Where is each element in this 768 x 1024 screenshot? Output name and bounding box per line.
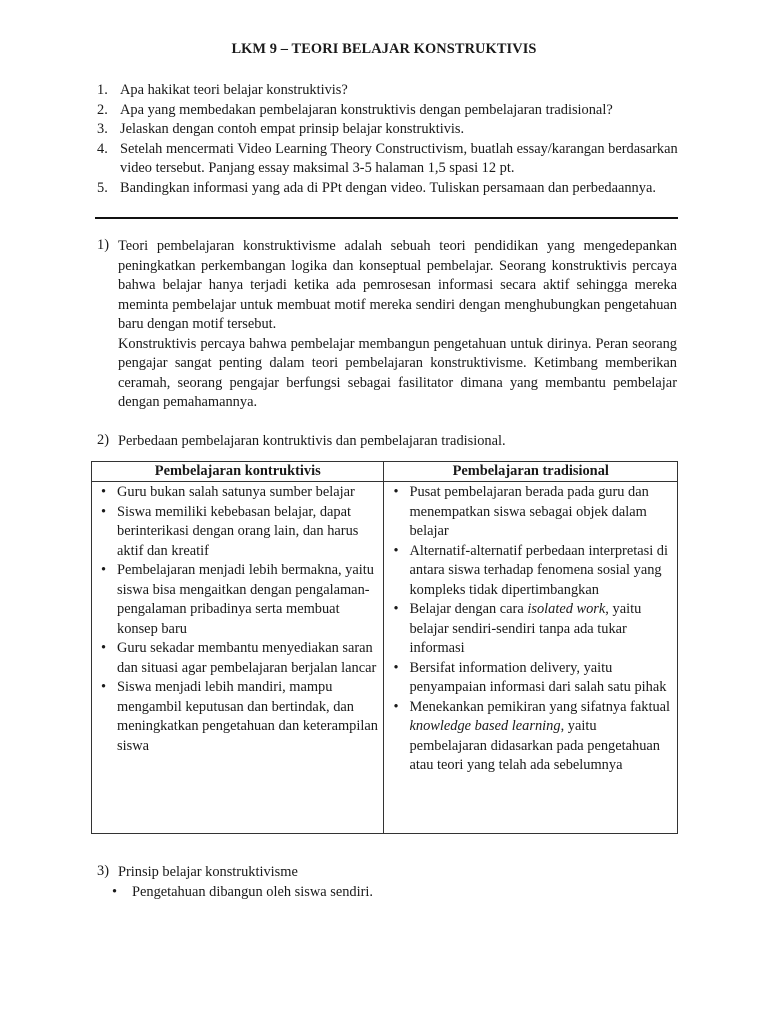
question-item	[97, 140, 687, 179]
question-text: Setelah mencermati Video Learning Theory Constructivism, buatlah essay/karangan berdasarkan video tersebut. Panjang essay maksimal 3-5 halaman 1,5 spasi 12 pt.	[120, 140, 678, 177]
bullet-icon: •	[101, 562, 107, 578]
list-item	[384, 698, 677, 776]
question-number: 5.	[97, 179, 108, 196]
section-divider	[95, 217, 678, 219]
question-text: Bandingkan informasi yang ada di PPt dengan video. Tuliskan persamaan dan perbedaannya.	[120, 179, 656, 196]
list-item-text: Alternatif-alternatif perbedaan interpretasi di antara siswa terhadap fenomena sosial yang kompleks tidak dipertimbangkan	[409, 542, 668, 598]
list-item	[92, 483, 383, 503]
answer-1	[97, 237, 677, 413]
column-header-traditional: Pembelajaran tradisional	[384, 462, 678, 482]
list-item-text: Pusat pembelajaran berada pada guru dan menempatkan siswa sebagai objek dalam belajar	[409, 484, 649, 539]
bullet-icon: •	[112, 883, 118, 900]
list-item-text: Siswa menjadi lebih mandiri, mampu mengambil keputusan dan bertindak, dan meningkatkan pengetahuan dan keterampilan siswa	[117, 679, 378, 754]
bullet-icon: •	[393, 484, 399, 500]
constructivist-list	[92, 482, 383, 756]
question-number: 4.	[97, 140, 108, 157]
question-number: 3.	[97, 121, 108, 138]
column-header-constructivist: Pembelajaran kontruktivis	[92, 462, 384, 482]
answer-intro: Prinsip belajar konstruktivisme	[118, 864, 298, 880]
answer-number: 1)	[97, 237, 109, 253]
bullet-icon: •	[101, 640, 107, 656]
question-list	[97, 81, 687, 199]
list-item-text: Guru bukan salah satunya sumber belajar	[117, 484, 355, 500]
list-item	[97, 883, 677, 903]
bullet-icon: •	[393, 659, 399, 676]
list-item-text: Pembelajaran menjadi lebih bermakna, yaitu siswa bisa mengaitkan dengan pengalaman-pengalaman pribadinya serta membuat konsep baru	[117, 562, 374, 637]
list-item-text: Bersifat information delivery, yaitu penyampaian informasi dari salah satu pihak	[409, 659, 667, 695]
answer-3	[97, 863, 677, 902]
bullet-icon: •	[393, 601, 399, 617]
answer-number: 3)	[97, 863, 109, 879]
list-item-text: Pengetahuan dibangun oleh siswa sendiri.	[132, 883, 373, 900]
table-header-row	[92, 462, 678, 482]
bullet-icon: •	[101, 484, 107, 500]
answer-2	[97, 432, 677, 452]
list-item-emphasis: isolated work	[527, 601, 606, 617]
question-number: 1.	[97, 82, 108, 98]
list-item-text: Guru sekadar membantu menyediakan saran dan situasi agar pembelajaran berjalan lancar	[117, 640, 377, 676]
list-item	[92, 503, 383, 562]
comparison-table	[91, 461, 678, 834]
bullet-icon: •	[393, 698, 399, 715]
question-number: 2.	[97, 101, 108, 118]
list-item-text: Menekankan pemikiran yang sifatnya faktual	[409, 698, 671, 715]
list-item-text: Belajar dengan cara	[409, 601, 528, 617]
constructivist-cell	[92, 482, 384, 834]
list-item-emphasis: knowledge based learning	[409, 718, 561, 734]
answer-paragraph: Teori pembelajaran konstruktivisme adalah sebuah teori pendidikan yang mengedepankan peningkatkan perkembangan logika dan konseptual pembelajar. Seorang konstruktivis percaya bahwa belajar hanya terjadi ketika ada pemrosesan informasi secara aktif sehingga mereka meminta pembelajar untuk membuat motif mereka sendiri dengan menghubungkan pengetahuan baru dengan motif tersebut.	[118, 238, 677, 332]
question-text: Jelaskan dengan contoh empat prinsip belajar konstruktivis.	[120, 121, 465, 138]
traditional-list	[384, 482, 677, 776]
answer-number: 2)	[97, 432, 109, 448]
bullet-icon: •	[101, 679, 107, 695]
list-item	[384, 600, 677, 659]
table-row	[92, 482, 678, 834]
list-item	[92, 561, 383, 639]
answer-paragraph: Konstruktivis percaya bahwa pembelajar membangun pengetahuan untuk dirinya. Peran seorang pengajar sangat penting dalam teori pembelajaran konstruktivisme. Ketimbang memberikan ceramah, seorang pengajar berfungsi sebagai fasilitator dimana yang membantu pembelajar dengan pemahamannya.	[118, 335, 677, 410]
list-item-text: Siswa memiliki kebebasan belajar, dapat berinterikasi dengan orang lain, dan harus aktif dan kreatif	[117, 503, 359, 559]
list-item	[92, 678, 383, 756]
question-item	[97, 179, 687, 199]
document-title: LKM 9 – TEORI BELAJAR KONSTRUKTIVIS	[231, 41, 537, 57]
answer-intro: Perbedaan pembelajaran kontruktivis dan pembelajaran tradisional.	[118, 433, 506, 449]
list-item-text-tail: , yaitu belajar sendiri-sendiri tanpa ada tukar informasi	[409, 601, 642, 656]
list-item	[92, 639, 383, 678]
question-item	[97, 101, 687, 121]
list-item	[384, 542, 677, 601]
list-item-text-tail: , yaitu pembelajaran didasarkan pada pengetahuan atau teori yang telah ada sebelumnya	[409, 718, 660, 773]
list-item	[384, 483, 677, 542]
principle-list	[97, 883, 677, 903]
list-item	[384, 659, 677, 698]
answer-body	[118, 237, 677, 413]
question-item	[97, 81, 687, 101]
bullet-icon: •	[393, 542, 399, 559]
bullet-icon: •	[101, 503, 107, 520]
traditional-cell	[384, 482, 678, 834]
question-item	[97, 120, 687, 140]
question-text: Apa hakikat teori belajar konstruktivis?	[120, 82, 348, 98]
question-text: Apa yang membedakan pembelajaran konstruktivis dengan pembelajaran tradisional?	[120, 101, 613, 118]
